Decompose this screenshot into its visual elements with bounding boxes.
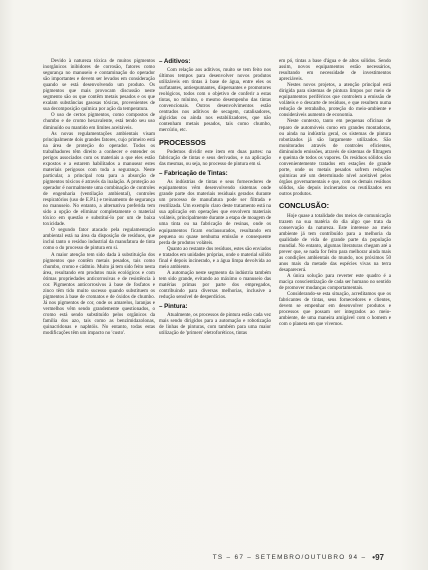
section-heading-aditivos: – Aditivos: xyxy=(159,58,191,65)
page-number-logo: •97 xyxy=(372,552,384,562)
paragraph: Hoje quase a totalidade dos meios de comunicação trazem na sua matéria do dia algo que trata da conservação da natureza. Este interesse ao meio ambiente já tem contribuído para a melhoria da qualidade de vida de grande parte da população mundial. No entanto, algumas literaturas chegam até a prever que, se nada for feito para melhorar ainda mais as condições ambientais do mundo, nos próximos 50 anos mais da metade das espécies vivas na terra desaparecerá. xyxy=(279,212,391,273)
paragraph: Quanto ao restante dos resíduos, estes são enviados e tratados em unidades próprias, onde o material sólido final é depois incinerado, e a água limpa devolvida ao meio ambiente. xyxy=(159,245,271,270)
paragraph: em pó, tintas a base d'água e de altos sólidos. Sendo assim, novos equipamentos estão necessários, resultando em necessidade de investimentos apreciáveis. xyxy=(279,58,391,83)
section-heading-processos: PROCESSOS xyxy=(159,137,206,147)
article-column-2 xyxy=(159,58,271,336)
paragraph: A automação neste segmento da indústria também tem sido grande, evitando ao máximo o manuseio das matérias primas por parte dos empregados, contribuindo para diversas melhorias, inclusive a redução sensível de desperdícios. xyxy=(159,269,271,301)
page-footer xyxy=(40,552,384,562)
footer-issue-text: TS – 67 – SETEMBRO/OUTUBRO 94 – xyxy=(212,553,367,561)
paragraph: Nestes novos projetos, a atenção principal está dirigida para sistemas de pintura limpos por meio de equipamentos periféricos que controlem a emissão de voláteis e o descarte de resíduos, e que resultem numa redução de retrabalho, proteção do meio-ambiente e consideráveis aumento de economia. xyxy=(279,82,391,119)
paragraph: Atualmente, os processos de pintura estão cada vez mais sendo dirigidos para a automação e robotização de linhas de pinturas, com também para uma maior utilização de 'primers' eletroforéticos, tintas xyxy=(159,312,271,337)
paragraph: A maior atenção tem sido dada à substituição dos pigmentos que contêm metais pesados, tais como chumbo, cromo e cádmio. Muito já tem sido feito nesta área, resultando em produtos mais ecológicos e com ótimas propriedades anticorrosivas e de resistência à cor. Pigmentos anticorrosivos à base de fosfatos e zinco têm tido muito sucesso quando substituem os pigmentos à base de cromatos e de óxidos de chumbo. Já nos pigmentos de cor, onde os amarelos, laranjas e vermelhos vêm sendo grandemente questionados, o cromo está sendo substituído pelos orgânicos da família dos azo, tais como as benzimidazolonas, quinacridonas e naphtóis. No entanto, todas estas modificações têm um impacto no 'custo'. xyxy=(43,251,155,337)
paragraph: A única solução para reverter este quadro é a maciça conscientização de cada ser humano no sentido de promover mudanças comportamentais. xyxy=(279,273,391,292)
article-column-3 xyxy=(279,58,391,327)
section-heading-pintura: – Pintura: xyxy=(159,303,188,311)
paragraph: Podemos dividir este item em duas partes: na fabricação de tintas e seus derivados, e na aplicação das mesmas, ou seja, no processo de pintura em si. xyxy=(159,149,271,168)
section-heading-conclusao: CONCLUSÃO: xyxy=(279,201,330,211)
paragraph: Considerando-se esta situação, acreditamos que os fabricantes de tintas, seus fornecedores e clientes, devem se empenhar em desenvolver produtos e processos que possam ser integrados ao meio-ambiente, de uma maneira amigável com o homem e com o planeta em que vivemos. xyxy=(279,291,391,328)
paragraph: Neste contexto, tanto em pequenas oficinas de reparo de automóveis como em grandes montadoras, ou ainda na indústria geral, os sistemas de pintura robotizados já são largamente utilizados. São monitorados através de controles eficientes, diminuindo emissões, através de sistemas de filtragem e queima de todos os vapores. Os resíduos sólidos são convenientemente tratados em estações de grande porte, onde os metais pesados sofrem reduções quimicas até um determinado nível aceitável pelos órgãos governamentais e que, com os demais resíduos sólidos, são depois incinerados ou reutilizados em outros produtos. xyxy=(279,118,391,198)
paragraph: As indústrias de tintas e seus fornecedores de equipamentos vêm desenvolvendo sistemas onde grande parte dos materiais residuais gerados durante um processo de manufatura pode ser filtrada e reutilizada. Um exemplo claro deste tratamento está na sua aplicação em operações que envolvem materiais voláteis, principalmente durante a etapa de moagem de uma tinta ou na fabricação de resinas, onde os equipamentos ficam enclausurados, resultando em pequena ou quase nenhuma emissão e consequente perda de produtos voláteis. xyxy=(159,179,271,246)
article-column-1 xyxy=(43,58,155,336)
paragraph: O uso de certos pigmentos, como compostos de chumbo e de cromo hexavalente, está tendo seu uso diminuído ou mantido em limites aceitáveis. xyxy=(43,112,155,131)
paragraph: Com relação aos aditivos, muito se tem feito nos últimos tempos para desenvolver novos produtos utilizáveis em tintas à base de água, entre eles os surfatantes, antiespumantes, dispersantes e promotores reológicos, todos com o objetivo de conferir a estas tintas, no mínimo, o mesmo desempenho das tintas convencionais. Outros desenvolvimentos estão centrados nos aditivos de secagem, catalisadores, algicidas ou ainda nos estabilizadores, que não contenham metais pesados, tais como chumbo, mercúrio, etc. xyxy=(159,67,271,134)
paragraph: O segundo fator atacado pela regulamentação ambiental está na área da disposição de resíduos, que inclui tanto o resíduo industrial da manufatura de tinta como o do processo de pintura em si. xyxy=(43,227,155,252)
section-heading-fabricacao: – Fabricação de Tintas: xyxy=(159,170,228,178)
paragraph: As novas regulamentações ambientais visam principalmente dois grandes fatores, cujo primeiro está na área de proteção do operador. Todos os trabalhadores têm direito a conhecer e entender os perigos associados com os materiais a que eles estão expostos e a estarem habilitados a manusear estes materiais perigosos com toda a segurança. Neste particular, a principal rota para a absorção de pigmentos tóxicos é através da inalação. A proteção ao operador é normalmente uma combinação de controles de engenharia (ventilação ambiental), controles respiratórios (uso de E.P.I.) e treinamento de segurança no manuseio. No entanto, a alternativa preferida tem sido a opção de eliminar completamente o material tóxico em questão e substituí-lo por um de baixa toxicidade. xyxy=(43,130,155,228)
paragraph: Devido à natureza tóxica de muitos pigmentos inorgânicos inibidores de corrosão, fatores como segurança no manuseio e contaminação do operador são importantes e devem ser levados em consideração quando se está desenvolvendo um produto. Os pigmentos que mais provocam discussão neste segmento são os que contêm metais pesados e os que exalam substâncias gasosas tóxicas, provenientes de sua decomposição química por ação da temperatura. xyxy=(43,58,155,113)
